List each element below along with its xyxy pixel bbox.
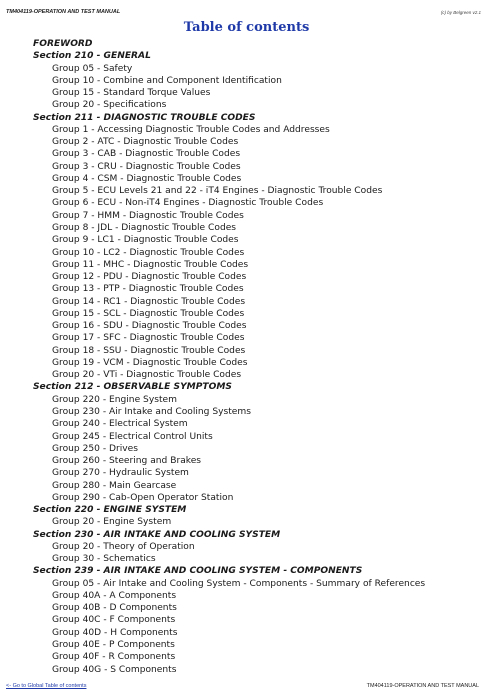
footer-manual-title: TM404119-OPERATION AND TEST MANUAL [366, 683, 479, 689]
global-toc-link[interactable]: <- Go to Global Table of contents [6, 683, 87, 689]
table-of-contents [0, 38, 493, 676]
toc-group-link[interactable]: Group 40B - D Components [52, 603, 177, 614]
toc-group-link[interactable]: Group 18 - SSU - Diagnostic Trouble Codes [52, 345, 246, 356]
toc-group-link[interactable]: Group 20 - Theory of Operation [52, 541, 195, 552]
toc-group-link[interactable]: Group 13 - PTP - Diagnostic Trouble Codes [52, 284, 244, 295]
toc-group-link[interactable]: Group 16 - SDU - Diagnostic Trouble Codes [52, 321, 247, 332]
toc-group-link[interactable]: Group 1 - Accessing Diagnostic Trouble Codes and Addresses [52, 124, 330, 135]
header-credit: (c) by Belgreen v2.1 [440, 10, 481, 15]
toc-group-link[interactable]: Group 4 - CSM - Diagnostic Trouble Codes [52, 173, 242, 184]
toc-group-link[interactable]: Group 10 - Combine and Component Identification [52, 75, 282, 86]
toc-group-link[interactable]: Group 240 - Electrical System [52, 419, 188, 430]
toc-group-link[interactable]: Group 05 - Safety [52, 63, 133, 74]
toc-group-link[interactable]: Group 3 - CAB - Diagnostic Trouble Codes [52, 149, 241, 160]
toc-group-link[interactable]: Group 6 - ECU - Non-iT4 Engines - Diagnostic Trouble Codes [52, 198, 324, 209]
toc-group-link[interactable]: Group 14 - RC1 - Diagnostic Trouble Codes [52, 296, 246, 307]
toc-section-link[interactable]: Section 239 - AIR INTAKE AND COOLING SYSTEM - COMPONENTS [33, 566, 363, 577]
toc-group-link[interactable]: Group 40A - A Components [52, 590, 177, 601]
toc-section-link[interactable]: Section 220 - ENGINE SYSTEM [33, 505, 187, 516]
toc-group-link[interactable]: Group 19 - VCM - Diagnostic Trouble Codes [52, 357, 248, 368]
toc-group-link[interactable]: Group 245 - Electrical Control Units [52, 431, 213, 442]
toc-group-link[interactable]: Group 280 - Main Gearcase [52, 480, 177, 491]
toc-section-link[interactable]: Section 230 - AIR INTAKE AND COOLING SYSTEM [33, 529, 281, 540]
toc-group-link[interactable]: Group 8 - JDL - Diagnostic Trouble Codes [52, 222, 237, 233]
page-title: Table of contents [183, 20, 310, 35]
toc-group-link[interactable]: Group 250 - Drives [52, 443, 138, 454]
manual-header-title: TM404119-OPERATION AND TEST MANUAL [6, 9, 121, 15]
toc-group-link[interactable]: Group 3 - CRU - Diagnostic Trouble Codes [52, 161, 241, 172]
toc-section-link[interactable]: Section 210 - GENERAL [33, 51, 151, 62]
toc-group-link[interactable]: Group 7 - HMM - Diagnostic Trouble Codes [52, 210, 244, 221]
toc-group-link[interactable]: Group 40F - R Components [52, 652, 176, 663]
toc-group-link[interactable]: Group 30 - Schematics [52, 554, 156, 565]
toc-group-link[interactable]: Group 290 - Cab-Open Operator Station [52, 492, 234, 503]
toc-group-link[interactable]: Group 10 - LC2 - Diagnostic Trouble Codes [52, 247, 245, 258]
toc-group-link[interactable]: Group 2 - ATC - Diagnostic Trouble Codes [52, 137, 239, 148]
toc-group-link[interactable]: Group 40C - F Components [52, 615, 176, 626]
toc-group-link[interactable]: Group 11 - MHC - Diagnostic Trouble Codes [52, 259, 249, 270]
toc-section-link[interactable]: Section 212 - OBSERVABLE SYMPTOMS [33, 382, 232, 393]
toc-group-link[interactable]: Group 15 - Standard Torque Values [52, 88, 211, 99]
toc-group-link[interactable]: Group 5 - ECU Levels 21 and 22 - iT4 Engines - Diagnostic Trouble Codes [52, 186, 383, 197]
toc-group-link[interactable]: Group 230 - Air Intake and Cooling Systems [52, 406, 251, 417]
toc-section-link[interactable]: Section 211 - DIAGNOSTIC TROUBLE CODES [33, 112, 256, 123]
toc-group-link[interactable]: Group 220 - Engine System [52, 394, 177, 405]
toc-group-link[interactable]: Group 40G - S Components [52, 664, 177, 675]
toc-group-link[interactable]: Group 20 - Specifications [52, 100, 167, 111]
toc-group-link[interactable]: Group 260 - Steering and Brakes [52, 456, 202, 467]
toc-group-link[interactable]: Group 20 - Engine System [52, 517, 172, 528]
toc-group-link[interactable]: Group 15 - SCL - Diagnostic Trouble Codes [52, 308, 245, 319]
toc-group-link[interactable]: Group 40E - P Components [52, 640, 175, 651]
toc-section-link[interactable]: FOREWORD [33, 39, 93, 49]
toc-group-link[interactable]: Group 17 - SFC - Diagnostic Trouble Codes [52, 333, 245, 344]
toc-group-link[interactable]: Group 9 - LC1 - Diagnostic Trouble Codes [52, 235, 239, 246]
toc-group-link[interactable]: Group 40D - H Components [52, 627, 178, 638]
toc-group-link[interactable]: Group 12 - PDU - Diagnostic Trouble Codes [52, 272, 247, 283]
toc-group-link[interactable]: Group 270 - Hydraulic System [52, 468, 189, 479]
toc-group-link[interactable]: Group 20 - VTi - Diagnostic Trouble Codes [52, 370, 242, 381]
toc-group-link[interactable]: Group 05 - Air Intake and Cooling System - Components - Summary of References [52, 578, 426, 589]
